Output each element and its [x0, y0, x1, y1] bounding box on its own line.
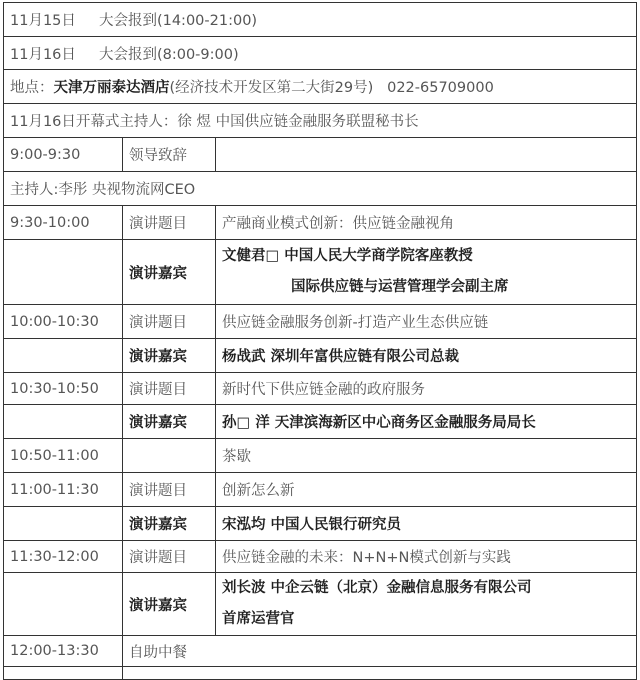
day2-event: 大会报到(8:00-9:00) — [98, 46, 239, 63]
session-time: 10:30-10:50 — [10, 380, 99, 397]
day1-date: 11月15日 — [10, 13, 76, 29]
session-host-row — [4, 172, 637, 206]
speaker-name-line: 杨战武 深圳年富供应链有限公司总裁 — [222, 349, 460, 365]
schedule-row — [4, 541, 637, 573]
speaker-label: 演讲嘉宾 — [129, 415, 187, 431]
speaker-title-line: 首席运营官 — [222, 611, 295, 627]
venue-phone: 022-65709000 — [387, 80, 494, 96]
speaker-name-line: 孙□ 洋 天津滨海新区中心商务区金融服务局局长 — [222, 415, 536, 431]
lunch-text: 自助中餐 — [129, 644, 187, 661]
schedule-row — [4, 138, 637, 172]
session-time: 9:30-10:00 — [10, 214, 90, 231]
speaker-row — [4, 573, 637, 636]
talk-topic: 供应链金融服务创新-打造产业生态供应链 — [222, 315, 489, 331]
opening-host-row — [4, 104, 637, 138]
session-label: 领导致辞 — [129, 148, 187, 164]
talk-topic: 新时代下供应链金融的政府服务 — [222, 382, 425, 398]
talk-topic: 创新怎么新 — [222, 483, 295, 499]
speaker-name-line: 宋泓均 中国人民银行研究员 — [222, 517, 402, 533]
speaker-label: 演讲嘉宾 — [129, 597, 187, 614]
topic-label: 演讲题目 — [129, 382, 187, 398]
venue-name: 天津万丽泰达酒店 — [53, 80, 170, 96]
session-time: 11:30-12:00 — [10, 548, 99, 565]
topic-label: 演讲题目 — [129, 315, 187, 331]
meal-row — [4, 636, 637, 667]
topic-label: 演讲题目 — [129, 216, 187, 232]
session-time: 10:50-11:00 — [10, 447, 99, 464]
agenda-table — [3, 2, 637, 680]
schedule-row — [4, 373, 637, 405]
tea-break-text: 茶歇 — [222, 449, 251, 465]
session-time: 9:00-9:30 — [10, 146, 81, 163]
venue-label: 地点： — [10, 80, 54, 96]
topic-label: 演讲题目 — [129, 550, 187, 566]
registration-row-day2 — [4, 37, 637, 70]
speaker-row — [4, 507, 637, 541]
session-time: 11:00-11:30 — [10, 481, 99, 498]
schedule-row — [4, 473, 637, 507]
day2-date: 11月16日 — [10, 46, 76, 63]
opening-host-text: 11月16日开幕式主持人：徐 煜 中国供应链金融服务联盟秘书长 — [10, 114, 419, 130]
topic-label: 演讲题目 — [129, 483, 187, 499]
speaker-row — [4, 339, 637, 373]
talk-topic: 供应链金融的未来：N+N+N模式创新与实践 — [222, 550, 511, 566]
day1-event: 大会报到(14:00-21:00) — [98, 13, 258, 29]
talk-topic: 产融商业模式创新：供应链金融视角 — [222, 216, 454, 232]
registration-row-day1 — [4, 3, 637, 37]
speaker-name-line: 刘长波 中企云链（北京）金融信息服务有限公司 — [222, 580, 532, 596]
venue-row — [4, 70, 637, 104]
schedule-row — [4, 305, 637, 339]
schedule-row — [4, 206, 637, 240]
speaker-row — [4, 405, 637, 439]
session-time: 12:00-13:30 — [10, 643, 99, 659]
break-row — [4, 439, 637, 473]
speaker-label: 演讲嘉宾 — [129, 517, 187, 533]
speaker-label: 演讲嘉宾 — [129, 265, 187, 282]
speaker-row — [4, 240, 637, 305]
venue-address: (经济技术开发区第二大街29号) — [169, 80, 374, 96]
session-time: 10:00-10:30 — [10, 313, 99, 330]
session-host-text: 主持人:李彤 央视物流网CEO — [10, 182, 196, 198]
speaker-name-line: 文健君□ 中国人民大学商学院客座教授 — [222, 248, 473, 264]
speaker-label: 演讲嘉宾 — [129, 349, 187, 365]
speaker-title-line: 国际供应链与运营管理学会副主席 — [291, 279, 509, 295]
